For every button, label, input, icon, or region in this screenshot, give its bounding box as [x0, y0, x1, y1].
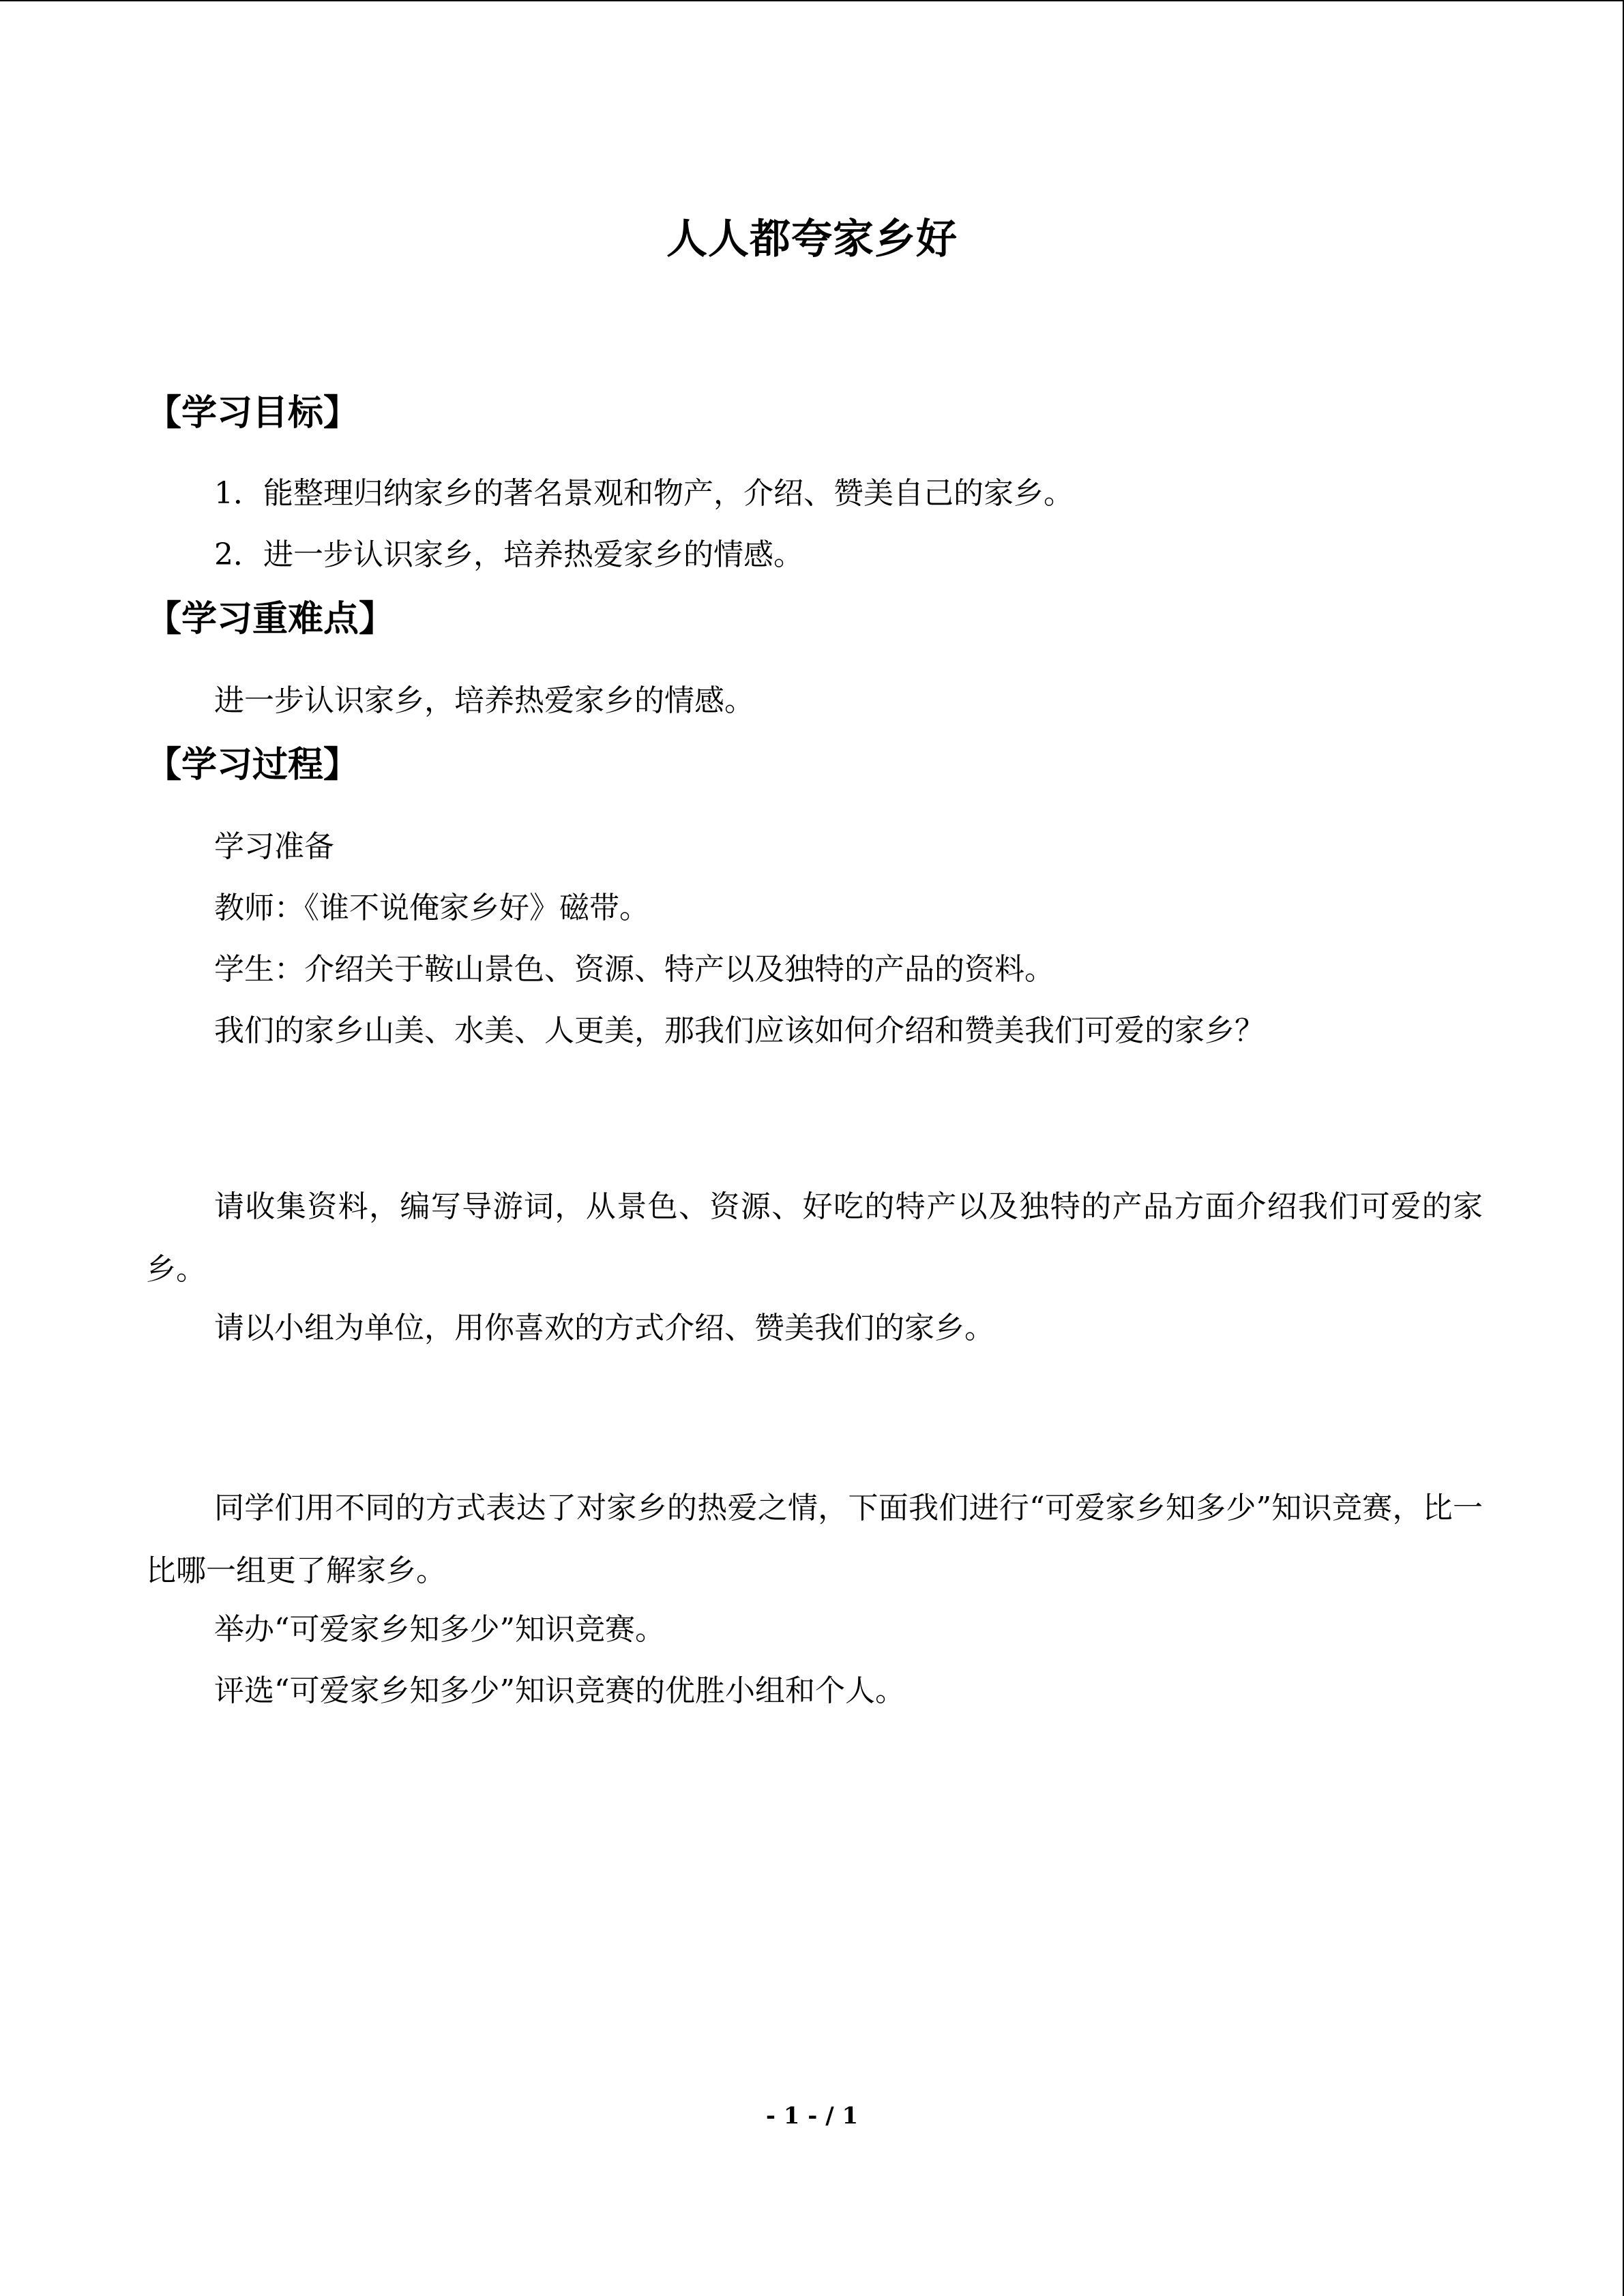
process-quiz-intro: 同学们用不同的方式表达了对家乡的热爱之情，下面我们进行“可爱家乡知多少”知识竞赛，比一比哪一组更了解家乡。	[146, 1491, 1483, 1588]
document-title: 人人都夸家乡好	[666, 215, 958, 263]
process-collect-materials: 请收集资料，编写导游词，从景色、资源、好吃的特产以及独特的产品方面介绍我们可爱的家乡。	[146, 1189, 1483, 1287]
process-intro-question: 我们的家乡山美、水美、人更美，那我们应该如何介绍和赞美我们可爱的家乡？	[214, 1013, 1265, 1048]
goal-item-1: 1．能整理归纳家乡的著名景观和物产，介绍、赞美自己的家乡。	[214, 476, 1074, 511]
process-group-intro: 请以小组为单位，用你喜欢的方式介绍、赞美我们的家乡。	[214, 1311, 994, 1345]
process-student: 学生：介绍关于鞍山景色、资源、特产以及独特的产品的资料。	[214, 952, 1054, 987]
process-teacher: 教师：《谁不说俺家乡好》磁带。	[214, 891, 649, 925]
page-number: - 1 - / 1	[765, 2102, 859, 2130]
goal-item-2: 2．进一步认识家乡，培养热爱家乡的情感。	[214, 537, 803, 572]
process-preparation: 学习准备	[214, 829, 334, 864]
process-select-winners: 评选“可爱家乡知多少”知识竞赛的优胜小组和个人。	[214, 1673, 905, 1708]
key-point-item: 进一步认识家乡，培养热爱家乡的情感。	[214, 683, 754, 718]
process-hold-quiz: 举办“可爱家乡知多少”知识竞赛。	[214, 1612, 665, 1647]
section-heading-goals: 【学习目标】	[146, 393, 359, 434]
section-heading-process: 【学习过程】	[146, 745, 359, 786]
section-heading-key-points: 【学习重难点】	[146, 599, 395, 640]
